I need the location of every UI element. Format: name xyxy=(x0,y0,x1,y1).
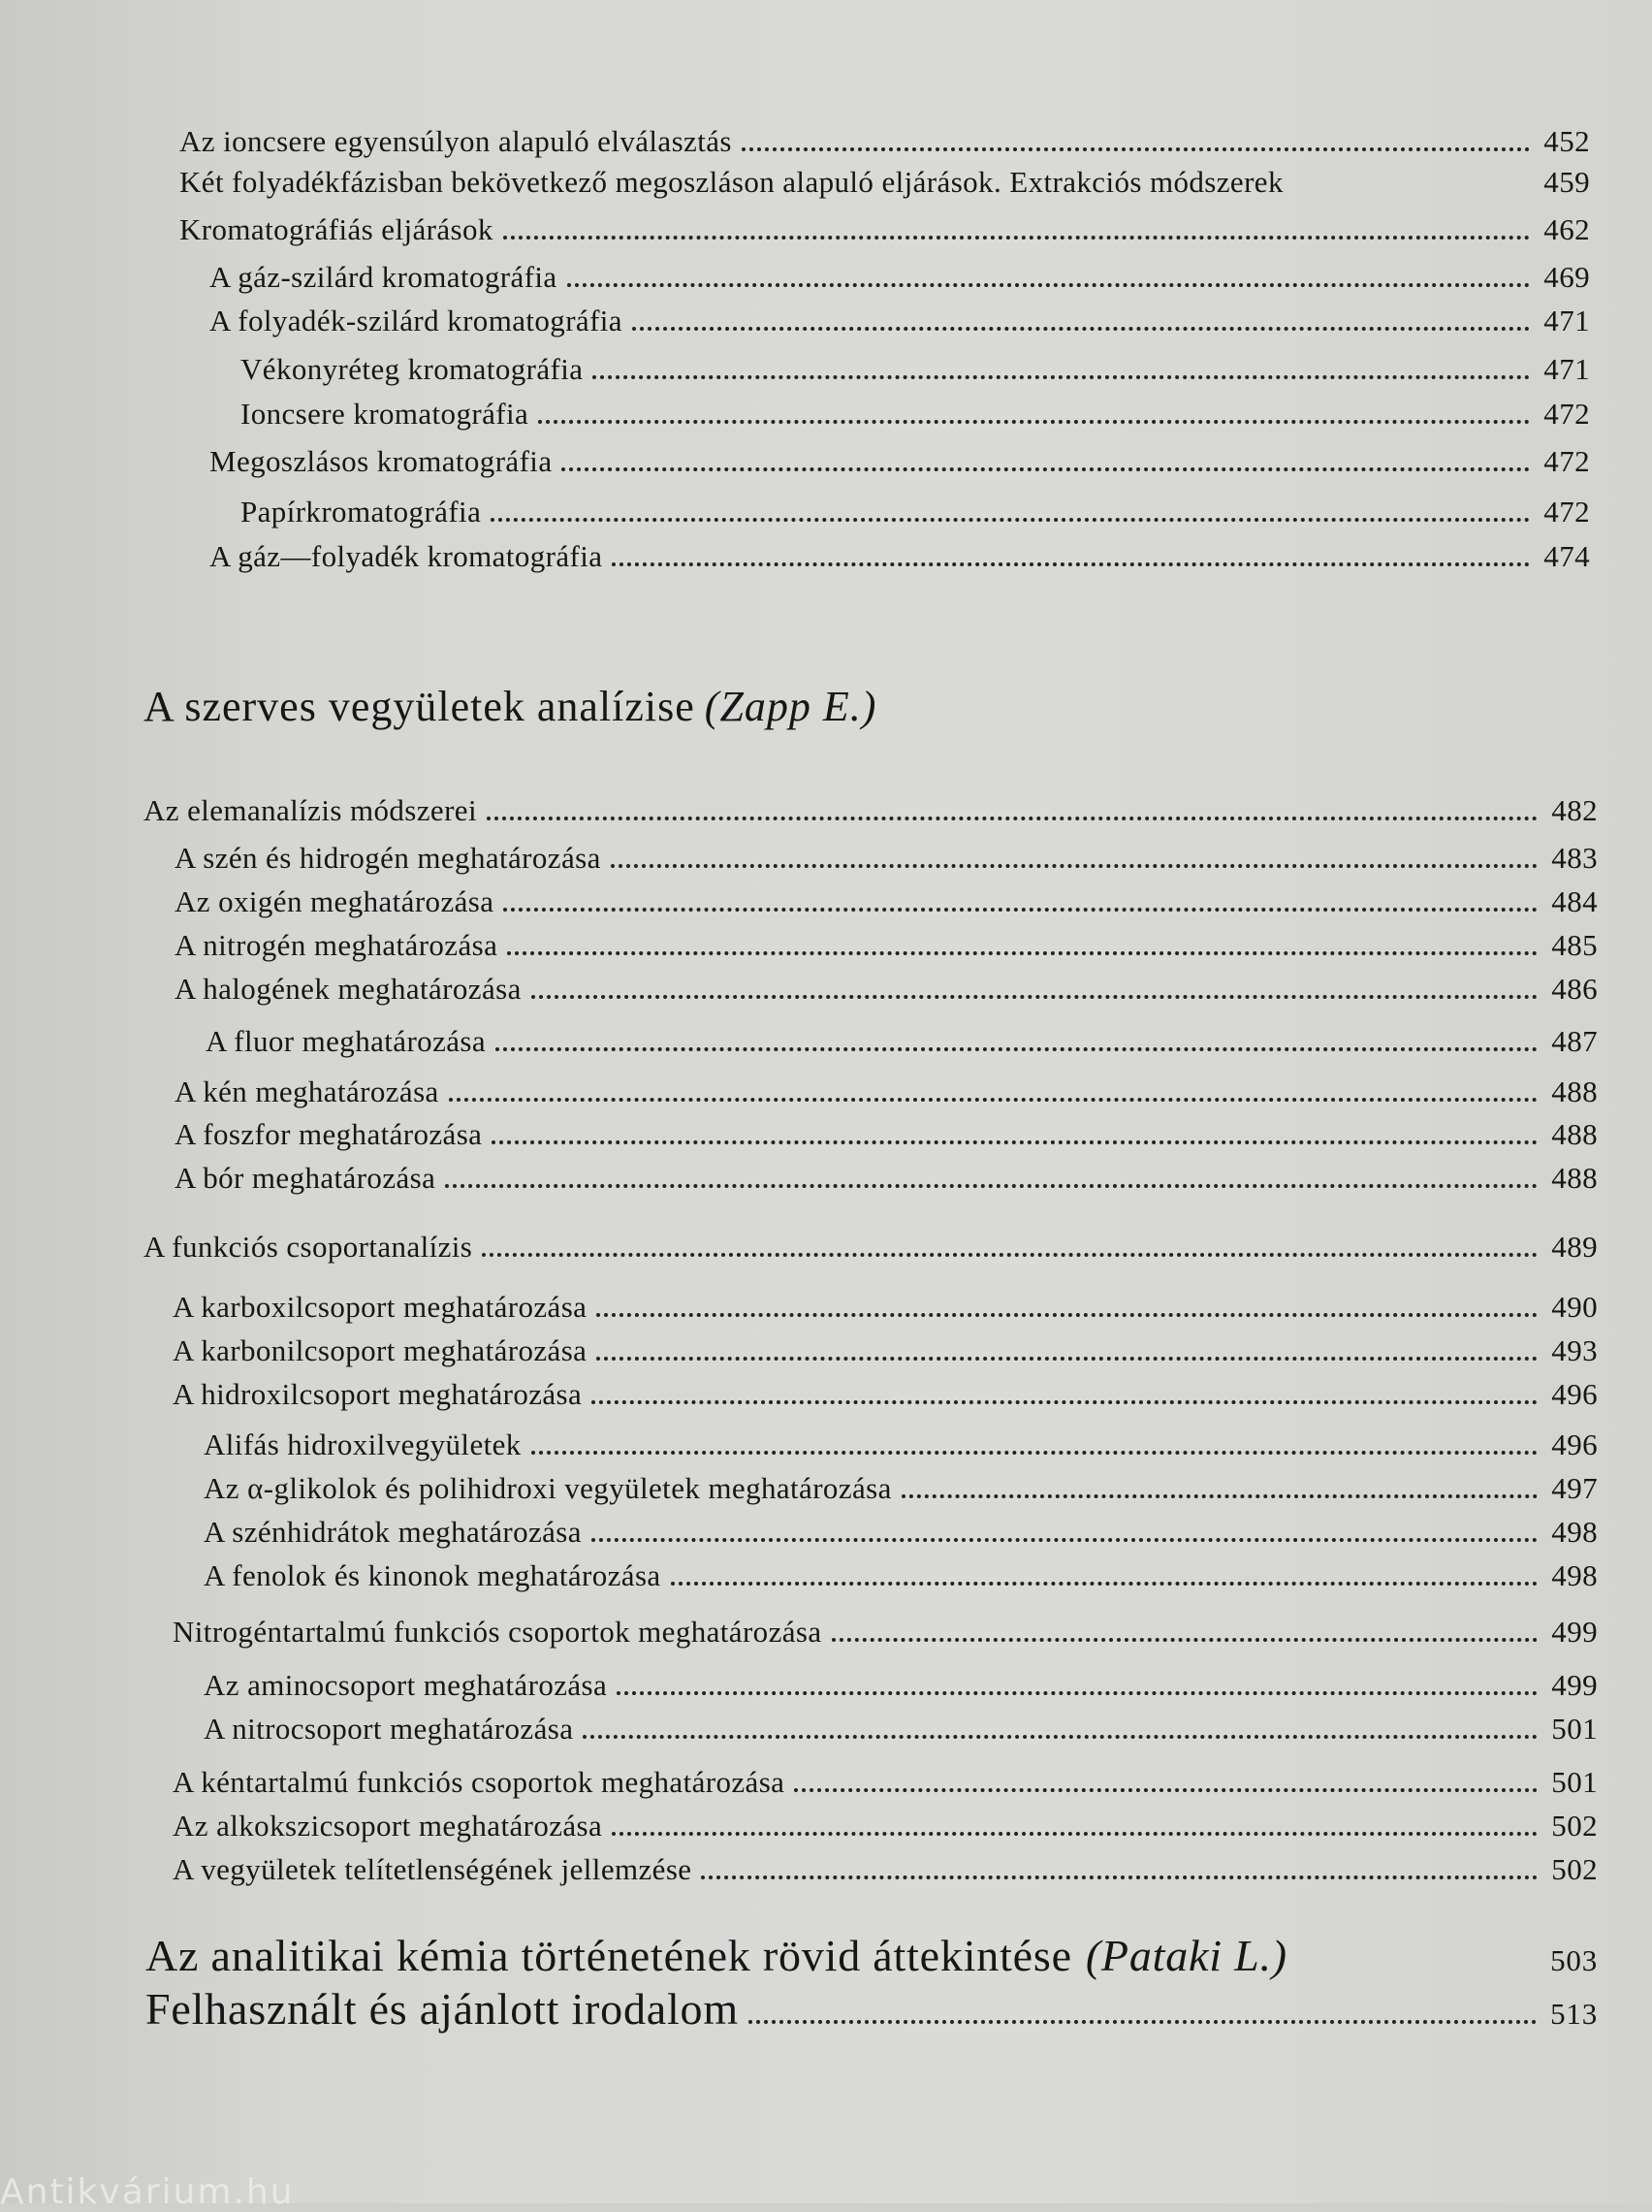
toc-entry-page: 484 xyxy=(1551,884,1598,918)
dot-leader xyxy=(632,327,1530,331)
section-heading xyxy=(143,682,876,731)
toc-entry-page: 501 xyxy=(1551,1712,1598,1746)
toc-entry-label xyxy=(145,1930,1297,1981)
toc-entry-page: 485 xyxy=(1551,928,1598,962)
dot-leader xyxy=(832,1638,1539,1642)
dot-leader xyxy=(487,817,1538,820)
toc-entry-label: Kromatográfiás eljárások xyxy=(179,212,493,246)
dot-leader xyxy=(445,1184,1538,1188)
dot-leader xyxy=(482,1253,1538,1257)
toc-entry xyxy=(204,1668,1598,1703)
toc-entry-title: Az analitikai kémia történetének rövid áttekintése xyxy=(145,1931,1072,1980)
toc-entry xyxy=(143,1230,1598,1265)
toc-entry xyxy=(240,495,1590,529)
toc-entry-label: A kén meghatározása xyxy=(175,1074,439,1108)
toc-entry-page: 496 xyxy=(1551,1427,1598,1461)
toc-entry-label: Az alkokszicsoport meghatározása xyxy=(173,1809,603,1843)
dot-leader xyxy=(507,951,1538,955)
toc-entry-label: A hidroxilcsoport meghatározása xyxy=(173,1377,583,1411)
toc-entry xyxy=(204,1712,1598,1747)
toc-entry-page: 471 xyxy=(1543,352,1590,386)
toc-entry-page: 472 xyxy=(1543,495,1590,529)
toc-entry xyxy=(204,1558,1598,1593)
toc-entry xyxy=(173,1333,1598,1368)
toc-entry-label: Az aminocsoport meghatározása xyxy=(204,1668,608,1702)
toc-entry xyxy=(175,841,1598,876)
toc-entry-label: Az elemanalízis módszerei xyxy=(143,793,477,827)
toc-entry xyxy=(175,884,1598,919)
toc-entry-page: 499 xyxy=(1551,1615,1598,1649)
watermark: Antikvárium.hu xyxy=(0,2172,295,2212)
toc-entry-page: 490 xyxy=(1551,1290,1598,1324)
toc-entry-page: 503 xyxy=(1550,1943,1598,1977)
toc-entry-label: A nitrocsoport meghatározása xyxy=(204,1712,574,1746)
toc-entry xyxy=(209,539,1590,574)
toc-entry-label: A vegyületek telítetlenségének jellemzése xyxy=(173,1852,692,1886)
toc-entry-label: Megoszlásos kromatográfia xyxy=(209,444,553,478)
toc-entry xyxy=(209,260,1590,295)
toc-entry xyxy=(240,352,1590,387)
dot-leader xyxy=(503,236,1531,240)
dot-leader xyxy=(742,147,1530,151)
toc-entry xyxy=(206,1024,1598,1059)
toc-entry-label: A folyadék-szilárd kromatográfia xyxy=(209,304,622,337)
dot-leader xyxy=(617,1691,1538,1695)
toc-entry-page: 488 xyxy=(1551,1074,1598,1108)
section-heading-title: A szerves vegyületek analízise xyxy=(143,683,695,730)
toc-entry-page: 498 xyxy=(1551,1558,1598,1592)
toc-entry-page: 487 xyxy=(1551,1024,1598,1058)
toc-entry-page: 472 xyxy=(1543,444,1590,478)
toc-entry-label: A karbonilcsoport meghatározása xyxy=(173,1333,588,1367)
toc-entry-page: 462 xyxy=(1543,212,1590,246)
toc-entry xyxy=(173,1615,1598,1650)
toc-entry-page: 488 xyxy=(1551,1161,1598,1195)
toc-entry xyxy=(173,1809,1598,1843)
dot-leader xyxy=(538,420,1530,424)
dot-leader xyxy=(531,1451,1539,1455)
dot-leader xyxy=(596,1357,1538,1361)
toc-entry-page: 482 xyxy=(1551,793,1598,827)
toc-entry-label: Ioncsere kromatográfia xyxy=(240,397,529,431)
toc-entry xyxy=(173,1765,1598,1800)
toc-entry-page: 469 xyxy=(1543,260,1590,294)
toc-entry xyxy=(175,928,1598,963)
toc-entry xyxy=(143,793,1598,828)
toc-entry xyxy=(204,1515,1598,1550)
toc-entry-page: 501 xyxy=(1551,1765,1598,1799)
dot-leader xyxy=(591,1400,1538,1404)
toc-entry-label: A fenolok és kinonok meghatározása xyxy=(204,1558,661,1592)
dot-leader xyxy=(491,518,1530,522)
dot-leader xyxy=(612,1832,1538,1836)
dot-leader xyxy=(561,467,1530,471)
toc-entry xyxy=(204,1427,1598,1462)
toc-entry xyxy=(175,972,1598,1007)
toc-major-entry xyxy=(145,1930,1598,1981)
dot-leader xyxy=(794,1788,1538,1792)
toc-entry-label: A gáz—folyadék kromatográfia xyxy=(209,539,603,573)
dot-leader xyxy=(592,375,1530,379)
toc-entry-label: Alifás hidroxilvegyületek xyxy=(204,1427,522,1461)
toc-entry-page: 498 xyxy=(1551,1515,1598,1549)
dot-leader xyxy=(748,2020,1537,2024)
toc-entry-page: 472 xyxy=(1543,397,1590,431)
toc-entry xyxy=(179,212,1590,247)
toc-entry-label: A fluor meghatározása xyxy=(206,1024,487,1058)
toc-entry xyxy=(179,165,1590,200)
toc-entry-page: 471 xyxy=(1543,304,1590,337)
dot-leader xyxy=(531,995,1539,999)
toc-entry-label: Két folyadékfázisban bekövetkező megoszláson alapuló eljárások. Extrakciós módszerek xyxy=(179,165,1284,199)
toc-entry-page: 486 xyxy=(1551,972,1598,1006)
dot-leader xyxy=(701,1875,1538,1879)
toc-entry-label: A funkciós csoportanalízis xyxy=(143,1230,473,1264)
toc-entry-label: A karboxilcsoport meghatározása xyxy=(173,1290,588,1324)
dot-leader xyxy=(612,562,1530,566)
toc-entry xyxy=(175,1117,1598,1152)
toc-entry-page: 489 xyxy=(1551,1230,1598,1264)
toc-entry-label: Az ioncsere egyensúlyon alapuló elválasztás xyxy=(179,124,732,158)
toc-entry-label: A nitrogén meghatározása xyxy=(175,928,498,962)
dot-leader xyxy=(611,864,1539,868)
toc-entry xyxy=(240,397,1590,432)
toc-entry-page: 502 xyxy=(1551,1809,1598,1843)
toc-entry xyxy=(204,1471,1598,1506)
toc-entry-label: A szén és hidrogén meghatározása xyxy=(175,841,601,875)
toc-entry-label: A bór meghatározása xyxy=(175,1161,436,1195)
toc-entry xyxy=(173,1290,1598,1325)
toc-entry-label: Papírkromatográfia xyxy=(240,495,482,529)
toc-entry-page: 488 xyxy=(1551,1117,1598,1151)
toc-entry-label: Az α-glikolok és polihidroxi vegyületek meghatározása xyxy=(204,1471,892,1505)
toc-entry xyxy=(179,124,1590,159)
toc-entry-page: 474 xyxy=(1543,539,1590,573)
toc-entry xyxy=(209,304,1590,338)
toc-entry xyxy=(175,1161,1598,1196)
dot-leader xyxy=(449,1098,1539,1102)
dot-leader xyxy=(671,1582,1539,1586)
toc-entry-page: 497 xyxy=(1551,1471,1598,1505)
toc-entry-label: A foszfor meghatározása xyxy=(175,1117,483,1151)
toc-entry-label: A halogének meghatározása xyxy=(175,972,522,1006)
toc-entry xyxy=(175,1074,1598,1109)
toc-major-entry xyxy=(145,1983,1598,2035)
dot-leader xyxy=(583,1735,1538,1739)
toc-entry-label: Az oxigén meghatározása xyxy=(175,884,494,918)
toc-entry xyxy=(209,444,1590,479)
toc-entry-page: 502 xyxy=(1551,1852,1598,1886)
toc-entry-page: 493 xyxy=(1551,1333,1598,1367)
toc-entry-author: (Pataki L.) xyxy=(1085,1931,1287,1980)
dot-leader xyxy=(591,1538,1538,1542)
toc-entry-page: 483 xyxy=(1551,841,1598,875)
toc-entry-label: A kéntartalmú funkciós csoportok meghatározása xyxy=(173,1765,785,1799)
section-heading-author: (Zapp E.) xyxy=(704,683,877,730)
dot-leader xyxy=(902,1494,1539,1498)
dot-leader xyxy=(503,908,1538,912)
toc-entry-page: 496 xyxy=(1551,1377,1598,1411)
dot-leader xyxy=(567,283,1531,287)
toc-entry xyxy=(173,1377,1598,1412)
dot-leader xyxy=(492,1140,1538,1144)
toc-entry-label: Nitrogéntartalmú funkciós csoportok meghatározása xyxy=(173,1615,822,1649)
toc-entry-page: 499 xyxy=(1551,1668,1598,1702)
toc-entry-page: 459 xyxy=(1543,165,1590,199)
toc-entry-label: Vékonyréteg kromatográfia xyxy=(240,352,584,386)
toc-entry-page: 513 xyxy=(1550,1997,1598,2031)
toc-entry xyxy=(173,1852,1598,1887)
toc-entry-label: A szénhidrátok meghatározása xyxy=(204,1515,582,1549)
toc-entry-label: A gáz-szilárd kromatográfia xyxy=(209,260,557,294)
toc-entry-label: Felhasznált és ajánlott irodalom xyxy=(145,1984,739,2034)
dot-leader xyxy=(495,1047,1538,1051)
toc-entry-page: 452 xyxy=(1543,124,1590,158)
dot-leader xyxy=(596,1313,1538,1317)
